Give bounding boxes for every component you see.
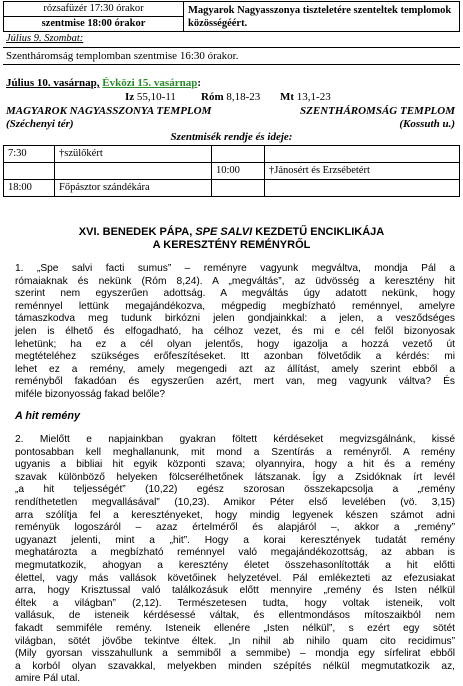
intention-text: Magyarok Nagyasszonya tiszteletére szenteltek templomok közösségéért. (184, 2, 460, 32)
readings (125, 91, 176, 103)
church-left-name: MAGYAROK NAGYASSZONYA TEMPLOM (6, 105, 212, 117)
text-line: élettel, vagy más vallások követőinek helyzetével. Pál emlékezteti az efezusiakat (15, 572, 455, 584)
time-cell: 18:00 (4, 180, 55, 197)
intention-cell: †szülőkért (55, 146, 212, 163)
table-row (4, 146, 460, 163)
table-row (4, 180, 460, 197)
intention-cell (55, 163, 212, 180)
text-line: „a hit teljességét” (10,22) egész szorosan összekapcsolja a „remény (15, 484, 455, 496)
text-line: arra szólítja fel a keresztényeket, hogy mindig legyenek készen számot adni (15, 509, 455, 521)
mass-schedule-table (3, 145, 460, 197)
date-sunday (6, 77, 201, 89)
date-saturday: Július 9. Szombat: (6, 33, 84, 44)
text-line: reménnyel lettünk megajándékozva, mégpedig megbízható reménnyel, amelyre (15, 300, 455, 312)
reading2-label: Róm (201, 91, 224, 103)
reading3-label: Mt (280, 91, 295, 103)
text-line: fakadt semmiféle remény. Isteneik ellenére „Isten nélkül”, s ezért egy sötét (15, 622, 455, 634)
time-cell (212, 146, 265, 163)
text-line: miféle bizonyosság fakad belőle? (15, 388, 166, 400)
reading1-ref: 55,10-11 (136, 91, 176, 103)
text-line: ugyanazt jelenti, mint a „hit”. Hogy a korai keresztények tudatát remény (15, 534, 455, 546)
reading3-ref: 13,1-23 (296, 91, 331, 103)
intention-cell: Főpásztor szándékára (55, 180, 212, 197)
text-line: reményük logoszáról – azaz értelméről és alapjáról –, akkor a „remény” (15, 522, 455, 534)
text-line: megmutatkozik, ahogyan a keresztény életet összehasonlították a hit előtti (15, 559, 455, 571)
article-title (0, 226, 463, 252)
church-left-location: (Széchenyi tér) (6, 118, 74, 130)
text-line: reményből fakadóan és egyszerűen azért, mert van, meg vagyunk váltva? És (15, 376, 455, 388)
text-line: pontosabban kell meghallanunk, mit mond a Szentírás a reményről. A remény (15, 446, 455, 458)
section-title: A hit remény (15, 410, 80, 422)
paragraph-1 (15, 263, 455, 402)
paragraph-2 (15, 434, 455, 686)
time-cell: 7:30 (4, 146, 55, 163)
rosary-time: rózsafüzér 17:30 órakor (4, 2, 184, 17)
saturday-mass: Szentháromság templomban szentmise 16:30 órakor. (6, 50, 239, 62)
title-part-1: XVI. BENEDEK PÁPA, (78, 226, 193, 238)
text-line: ugyanis a bibliai hit egyik központi szava; olyannyira, hogy a hit és a remény (15, 459, 455, 471)
text-line: (Mily gyorsan visszahullunk a semmiből a semmibe) – mondja egy sírfelirat ebből (15, 648, 455, 660)
text-line: meghatározta a megbízható reménnyel való megajándékozottság, az abban is (15, 547, 455, 559)
table-row (4, 163, 460, 180)
text-line: amire Pál utal. (15, 673, 81, 685)
text-line: vallásuk, de isteneik kérdésessé váltak, és ellentmondásos mítoszaikból nem (15, 610, 455, 622)
date-colon: : (197, 77, 201, 89)
text-line: lehet ez a remény, amely megengedi azt az állítást, amely szerint ebből a (15, 363, 455, 375)
intention-cell (265, 180, 460, 197)
text-line: arra, hogy Krisztussal való találkozásuk előtt mennyire „remény és Isten nélkül (15, 585, 455, 597)
church-right-location: (Kossuth u.) (399, 118, 455, 130)
reading3 (280, 91, 331, 103)
text-line: 1. „Spe salvi facti sumus” – reményre vagyunk megváltva, mondja Pál a (15, 263, 455, 274)
reading2 (201, 91, 260, 103)
text-line: lehetünk; ha ez a cél olyan jelentős, hogy igazolja a hozzá vezető út (15, 338, 455, 350)
date-sunday-label: Július 10. vasárnap, (6, 77, 100, 89)
text-line: 2. Mielőtt e napjainkban gyakran föltett kérdéseket megvizsgálnánk, kissé (15, 434, 455, 445)
text-line: éltek a világban” (2,12). Természetesen tudta, hogy voltak isteneik, volt (15, 597, 455, 609)
reading2-ref: 8,18-23 (226, 91, 261, 103)
text-line: világban, sötét jövőbe tekintve éltek. „In nihil ab nihilo quam cito recidimus” (15, 635, 455, 647)
divider (3, 64, 460, 65)
time-cell (212, 180, 265, 197)
reading1-label: Iz (125, 91, 135, 103)
text-line: jelen is élhető és elfogadható, ha célhoz vezet, és mi e cél felől bizonyosak (15, 325, 455, 337)
intention-cell (265, 146, 460, 163)
title-part-2: SPE SALVI (195, 226, 253, 238)
text-line: rómaiaknak és nekünk (Róm 8,24). A „megváltás”, az üdvösség a keresztény hit (15, 275, 455, 287)
text-line: rendíthetetlen megvallásával” (10,23). Amikor Péter első levelében (vö. 3,15) (15, 496, 455, 508)
text-line: támaszkodva meg tudunk birkózni jelen gondjainkkal: a jelen, a vesződséges (15, 313, 455, 325)
text-line: megtételéhez szükséges erőfeszítéseket. Itt azonban fölvetődik a kérdés: mi (15, 351, 455, 363)
mass-time: szentmise 18:00 órakor (4, 17, 184, 32)
divider (3, 47, 460, 48)
time-cell: 10:00 (212, 163, 265, 180)
schedule-header: Szentmisék rendje és ideje: (170, 131, 293, 143)
title-part-3: KEZDETŰ ENCIKLIKÁJA (255, 226, 385, 238)
time-cell (4, 163, 55, 180)
text-line: szavak különböző helyeken fölcserélhetőnek látszanak. Így a Zsidóknak írt levél (15, 471, 455, 483)
text-line: szerint nem egyszerűen adottság. A megváltás úgy adatott nekünk, hogy (15, 288, 455, 300)
title-line-2: A KERESZTÉNY REMÉNYRŐL (152, 239, 311, 251)
text-line: a korból olyan szavakkal, melyekben minden szépítés nélkül megmutatkozik az, (15, 660, 455, 672)
intention-cell: †Jánosért és Erzsébetért (265, 163, 460, 180)
church-right-name: SZENTHÁROMSÁG TEMPLOM (300, 105, 455, 117)
top-info-table (3, 1, 460, 32)
feast-name: Évközi 15. vasárnap (102, 77, 198, 89)
